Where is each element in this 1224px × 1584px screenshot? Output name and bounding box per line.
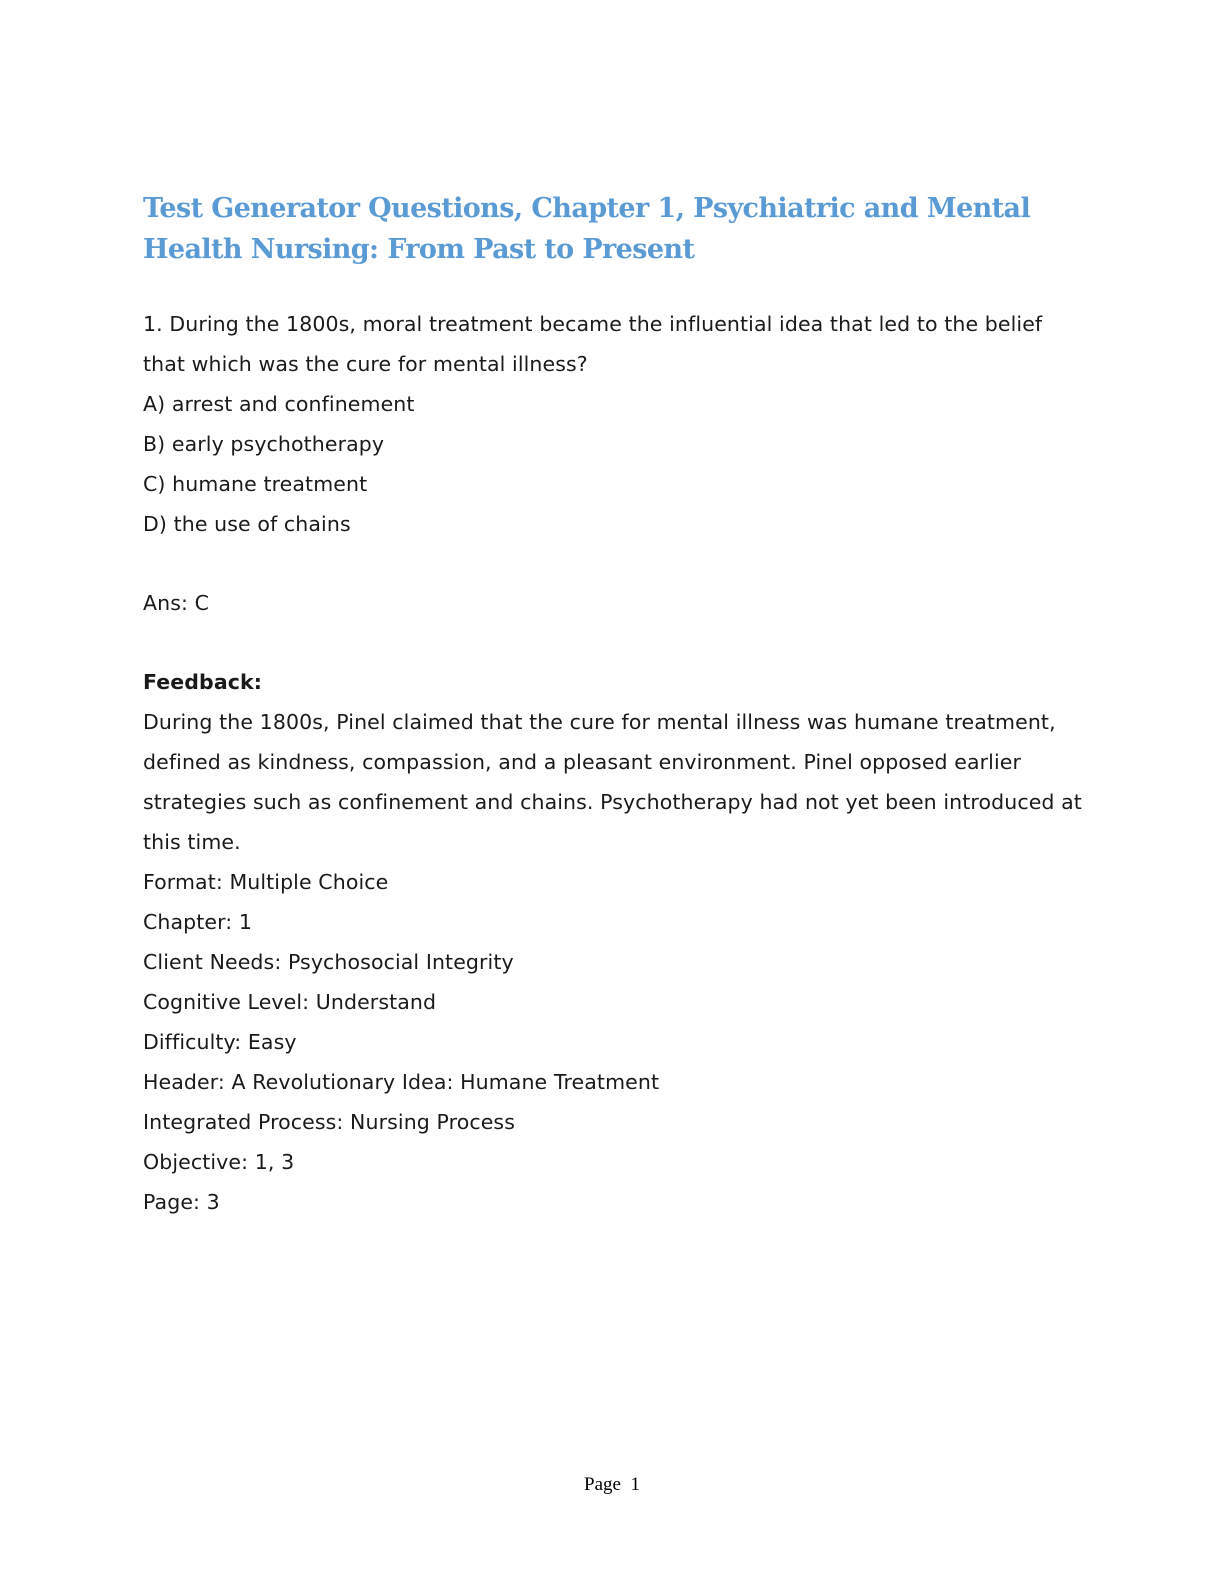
meta-objective: Objective: 1, 3 <box>143 1150 295 1174</box>
meta-client-needs: Client Needs: Psychosocial Integrity <box>143 950 514 974</box>
document-title: Test Generator Questions, Chapter 1, Psychiatric and Mental Health Nursing: From Past to Present <box>143 193 1031 265</box>
question-stem: 1. During the 1800s, moral treatment became the influential idea that led to the belief that which was the cure for mental illness? <box>143 312 1043 376</box>
spacer <box>143 623 1083 662</box>
answer-key: Ans: C <box>143 591 210 615</box>
meta-page: Page: 3 <box>143 1190 220 1214</box>
meta-format: Format: Multiple Choice <box>143 870 389 894</box>
answer-option-c: C) humane treatment <box>143 472 368 496</box>
feedback-text: During the 1800s, Pinel claimed that the cure for mental illness was humane treatment, defined as kindness, compassion, and a pleasant environment. Pinel opposed earlier strategies such as confinement and chains. Psychotherapy had not yet been introduced at this time. <box>143 710 1082 854</box>
page-footer <box>0 1474 1224 1496</box>
feedback-heading: Feedback: <box>143 670 263 694</box>
answer-option-b: B) early psychotherapy <box>143 432 385 456</box>
meta-difficulty: Difficulty: Easy <box>143 1030 297 1054</box>
page-number: 1 <box>630 1474 640 1495</box>
page-label: Page <box>584 1474 621 1495</box>
answer-option-d: D) the use of chains <box>143 512 351 536</box>
meta-integrated-process: Integrated Process: Nursing Process <box>143 1110 515 1134</box>
question-block <box>143 304 1083 1222</box>
meta-cognitive-level: Cognitive Level: Understand <box>143 990 437 1014</box>
answer-option-a: A) arrest and confinement <box>143 392 415 416</box>
meta-chapter: Chapter: 1 <box>143 910 253 934</box>
meta-header: Header: A Revolutionary Idea: Humane Treatment <box>143 1070 660 1094</box>
spacer <box>143 544 1083 583</box>
